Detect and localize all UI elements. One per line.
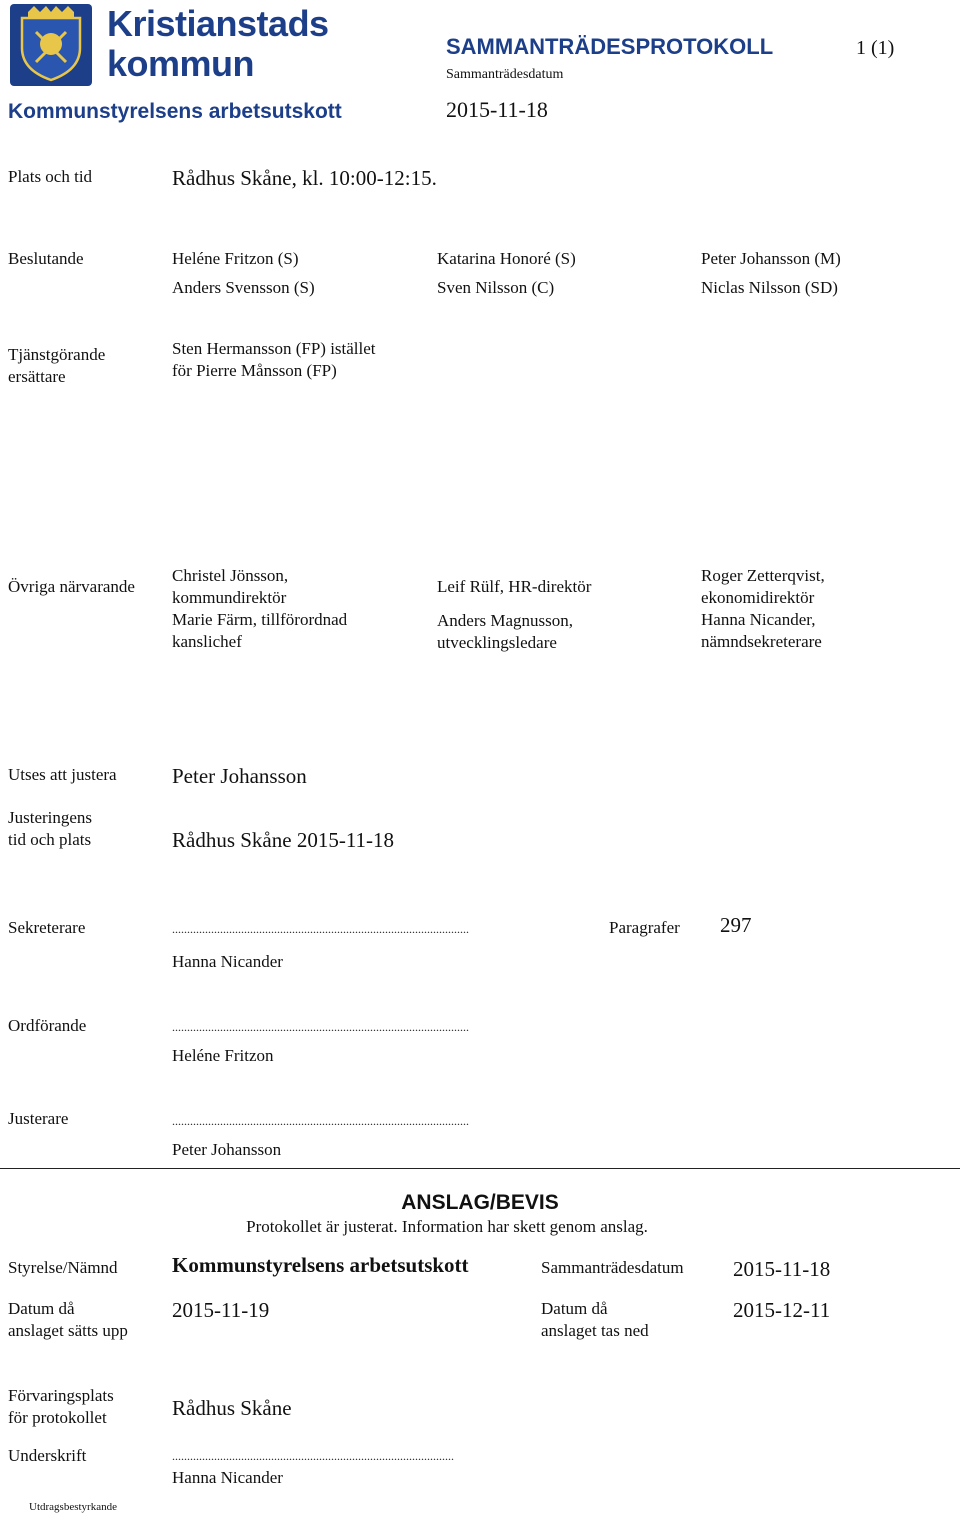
others-item: Christel Jönsson, — [172, 566, 289, 585]
storage-label-line-2: för protokollet — [8, 1408, 107, 1427]
notice-subtitle: Protokollet är justerat. Information har skett genom anslag. — [246, 1217, 648, 1236]
adjuster-name: Peter Johansson — [172, 1140, 282, 1159]
deciding-member: Katarina Honoré (S) — [437, 249, 576, 268]
adjustment-time-value: Rådhus Skåne 2015-11-18 — [172, 828, 395, 852]
removed-date: 2015-12-11 — [733, 1298, 831, 1322]
storage-label-line-1: Förvaringsplats — [8, 1386, 114, 1405]
substitutes-label — [8, 344, 105, 388]
coat-of-arms-icon — [10, 4, 92, 86]
others-item: Marie Färm, tillförordnad — [172, 610, 348, 629]
signature-name: Hanna Nicander — [172, 1468, 283, 1487]
removed-date-label-line-2: anslaget tas ned — [541, 1321, 649, 1340]
notice-title: ANSLAG/BEVIS — [401, 1191, 559, 1214]
others-item: kommundirektör — [172, 588, 287, 607]
substitutes-label-line-2: ersättare — [8, 367, 66, 386]
adjuster-appointed-label: Utses att justera — [8, 765, 117, 784]
others-column-1 — [172, 565, 347, 653]
adjuster-label: Justerare — [8, 1109, 69, 1128]
chair-label: Ordförande — [8, 1016, 87, 1035]
substitutes-line-2: för Pierre Månsson (FP) — [172, 361, 337, 380]
substitutes-label-line-1: Tjänstgörande — [8, 345, 106, 364]
adjustment-time-label-line-1: Justeringens — [8, 808, 93, 827]
others-item: Anders Magnusson, — [437, 611, 573, 630]
storage-label — [8, 1385, 114, 1429]
chair-name: Heléne Fritzon — [172, 1046, 274, 1065]
deciding-member: Heléne Fritzon (S) — [172, 249, 299, 268]
secretary-name: Hanna Nicander — [172, 952, 283, 971]
posted-date-label — [8, 1298, 128, 1342]
storage-value: Rådhus Skåne — [172, 1396, 292, 1420]
document-type: SAMMANTRÄDESPROTOKOLL — [446, 34, 774, 59]
board-label: Styrelse/Nämnd — [8, 1258, 118, 1277]
notice-meeting-date-label: Sammanträdesdatum — [541, 1258, 684, 1277]
page-number: 1 (1) — [856, 37, 895, 59]
adjustment-time-label — [8, 807, 92, 851]
removed-date-label-line-1: Datum då — [541, 1299, 608, 1318]
adjustment-time-label-line-2: tid och plats — [8, 830, 92, 849]
logo-line-2: kommun — [107, 43, 255, 84]
others-column-3 — [701, 565, 825, 653]
substitutes-line-1: Sten Hermansson (FP) istället — [172, 339, 376, 358]
committee-name: Kommunstyrelsens arbetsutskott — [8, 100, 342, 123]
others-item: kanslichef — [172, 632, 242, 651]
others-item: Hanna Nicander, — [701, 610, 816, 629]
signature-line: ................................................................................................... — [172, 922, 469, 936]
posted-date-label-line-2: anslaget sätts upp — [8, 1321, 128, 1340]
others-column-2 — [437, 576, 591, 654]
removed-date-label — [541, 1298, 649, 1342]
signature-line: ................................................................................................... — [172, 1020, 469, 1034]
signature-label: Underskrift — [8, 1446, 87, 1465]
substitutes-value — [172, 338, 376, 382]
place-time-label: Plats och tid — [8, 167, 93, 186]
paragraphs-label: Paragrafer — [609, 918, 680, 937]
others-item: ekonomidirektör — [701, 588, 815, 607]
meeting-date: 2015-11-18 — [446, 97, 548, 122]
signature-line: .............................................................................................. — [172, 1449, 454, 1463]
signature-line: ................................................................................................... — [172, 1114, 469, 1128]
section-divider — [0, 1168, 960, 1169]
logo-line-1: Kristianstads — [107, 3, 329, 44]
footer-text: Utdragsbestyrkande — [29, 1501, 117, 1513]
others-item: Leif Rülf, HR-direktör — [437, 577, 592, 596]
deciding-member: Anders Svensson (S) — [172, 278, 315, 297]
deciding-label: Beslutande — [8, 249, 84, 268]
others-item: utvecklingsledare — [437, 633, 557, 652]
paragraphs-value: 297 — [720, 913, 752, 937]
notice-meeting-date: 2015-11-18 — [733, 1257, 831, 1281]
others-label: Övriga närvarande — [8, 577, 135, 596]
deciding-member: Niclas Nilsson (SD) — [701, 278, 838, 297]
others-item: Roger Zetterqvist, — [701, 566, 825, 585]
place-time-value: Rådhus Skåne, kl. 10:00-12:15. — [172, 166, 437, 190]
posted-date-label-line-1: Datum då — [8, 1299, 75, 1318]
secretary-label: Sekreterare — [8, 918, 86, 937]
others-item: nämndsekreterare — [701, 632, 822, 651]
board-value: Kommunstyrelsens arbetsutskott — [172, 1253, 469, 1277]
deciding-member: Sven Nilsson (C) — [437, 278, 555, 297]
meeting-date-label: Sammanträdesdatum — [446, 67, 564, 82]
deciding-member: Peter Johansson (M) — [701, 249, 841, 268]
adjuster-appointed-value: Peter Johansson — [172, 764, 307, 788]
posted-date: 2015-11-19 — [172, 1298, 270, 1322]
